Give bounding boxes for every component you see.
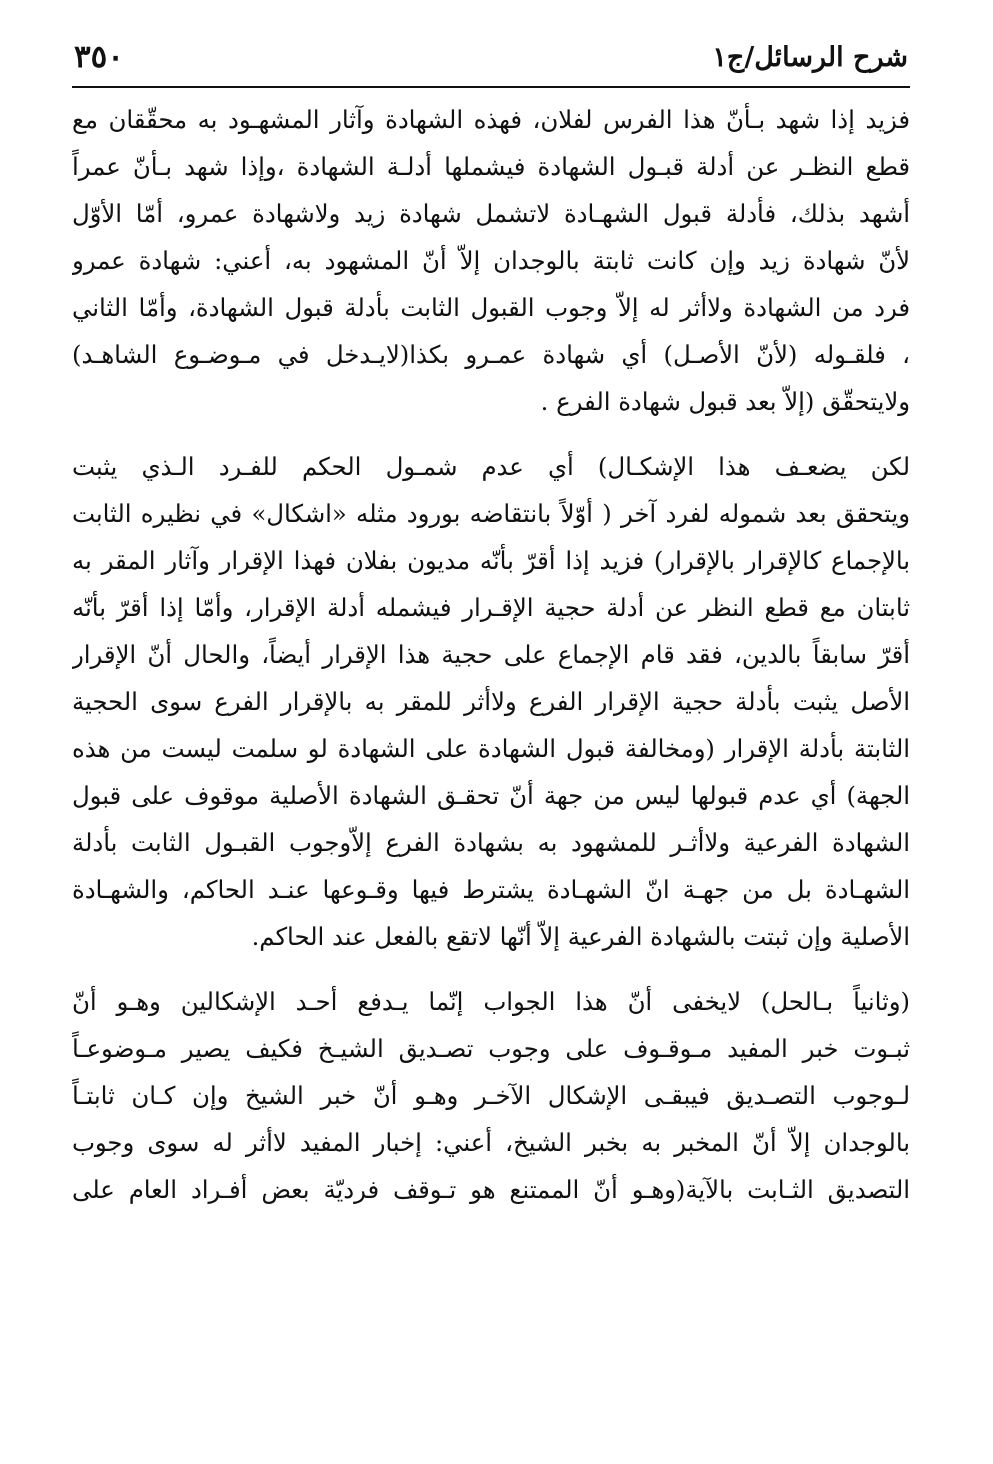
- text-line: لكن يضعـف هذا الإشكـال) أي عدم شمـول الحكم للفـرد الـذي يثبت: [72, 452, 910, 481]
- paragraph: [72, 96, 910, 425]
- page-number: ٣٥٠: [74, 39, 124, 75]
- text-line: بالوجدان إلاّ أنّ المخبر به بخبر الشيخ، أعني: إخبار المفيد لاأثر له سوى وجوب: [72, 1128, 910, 1157]
- text-line: ولايتحقّق (إلاّ بعد قبول شهادة الفرع .: [540, 387, 910, 416]
- text-line: الشهـادة بل من جهـة انّ الشهـادة يشترط فيها وقـوعها عنـد الحاكم، والشهـادة: [72, 875, 910, 904]
- text-line: فزيد إذا شهد بـأنّ هذا الفرس لفلان، فهذه الشهادة وآثار المشهـود به محقّقان مع: [72, 105, 910, 134]
- header-rule: [72, 86, 910, 88]
- text-line: بالإجماع كالإقرار بالإقرار) فزيد إذا أقرّ بأنّه مديون بفلان فهذا الإقرار وآثار المقر به: [72, 546, 910, 575]
- text-line: لأنّ شهادة زيد وإن كانت ثابتة بالوجدان إلاّ أنّ المشهود به، أعني: شهادة عمرو: [72, 246, 910, 275]
- text-line: قطع النظـر عن أدلة قبـول الشهادة فيشملها أدلـة الشهادة ،وإذا شهد بـأنّ عمراً: [72, 152, 910, 181]
- text-line: أشهد بذلك، فأدلة قبول الشهـادة لاتشمل شهادة زيد ولاشهادة عمرو، أمّا الأوّل: [72, 199, 910, 228]
- text-line: الأصل يثبت بأدلة حجية الإقرار الفرع ولاأثر للمقر به بالإقرار الفرع سوى الحجية: [72, 687, 910, 716]
- text-line: لـوجوب التصـديق فيبقـى الإشكال الآخـر وهـو أنّ خبر الشيخ وإن كـان ثابتـاً: [72, 1081, 910, 1110]
- text-line: ثابتان مع قطع النظر عن أدلة حجية الإقـرار فيشمله أدلة الإقرار، وأمّا إذا أقرّ بأنّه: [72, 593, 910, 622]
- text-line: التصديق الثـابت بالآية(وهـو أنّ الممتنع هو تـوقف فرديّة بعض أفـراد العام على: [72, 1175, 910, 1204]
- text-line: (وثانياً بـالحل) لايخفى أنّ هذا الجواب إنّما يـدفع أحـد الإشكالين وهـو أنّ: [72, 987, 910, 1016]
- text-line: ثبـوت خبر المفيد مـوقـوف على وجوب تصـديق الشيـخ فكيف يصير مـوضوعـاً: [72, 1034, 910, 1063]
- paragraph: [72, 443, 910, 960]
- text-line: أقرّ سابقاً بالدين، فقد قام الإجماع على حجية هذا الإقرار أيضاً، والحال أنّ الإقرار: [72, 640, 910, 669]
- text-line: الأصلية وإن ثبتت بالشهادة الفرعية إلاّ أنّها لاتقع بالفعل عند الحاكم.: [251, 922, 910, 951]
- running-title: شرح الرسائل/ج١: [712, 42, 908, 73]
- page-header: [72, 36, 910, 86]
- text-line: ويتحقق بعد شموله لفرد آخر ( أوّلاً بانتقاضه بورود مثله «اشكال» في نظيره الثابت: [72, 499, 910, 528]
- text-line: الجهة) أي عدم قبولها ليس من جهة أنّ تحقـق الشهادة الأصلية موقوف على قبول: [72, 781, 910, 810]
- text-line: ، فلقـوله (لأنّ الأصـل) أي شهادة عمـرو بكذا(لايـدخل في مـوضـوع الشاهـد): [72, 340, 910, 369]
- book-page: [72, 36, 910, 1436]
- text-line: فرد من الشهادة ولاأثر له إلاّ وجوب القبول الثابت بأدلة قبول الشهادة، وأمّا الثاني: [72, 293, 910, 322]
- body-text: [72, 96, 910, 1213]
- text-line: الثابتة بأدلة الإقرار (ومخالفة قبول الشهادة على الشهادة لو سلمت ليست من هذه: [72, 734, 910, 763]
- text-line: الشهادة الفرعية ولاأثـر للمشهود به بشهادة الفرع إلاّوجوب القبـول الثابت بأدلة: [72, 828, 910, 857]
- paragraph: [72, 978, 910, 1213]
